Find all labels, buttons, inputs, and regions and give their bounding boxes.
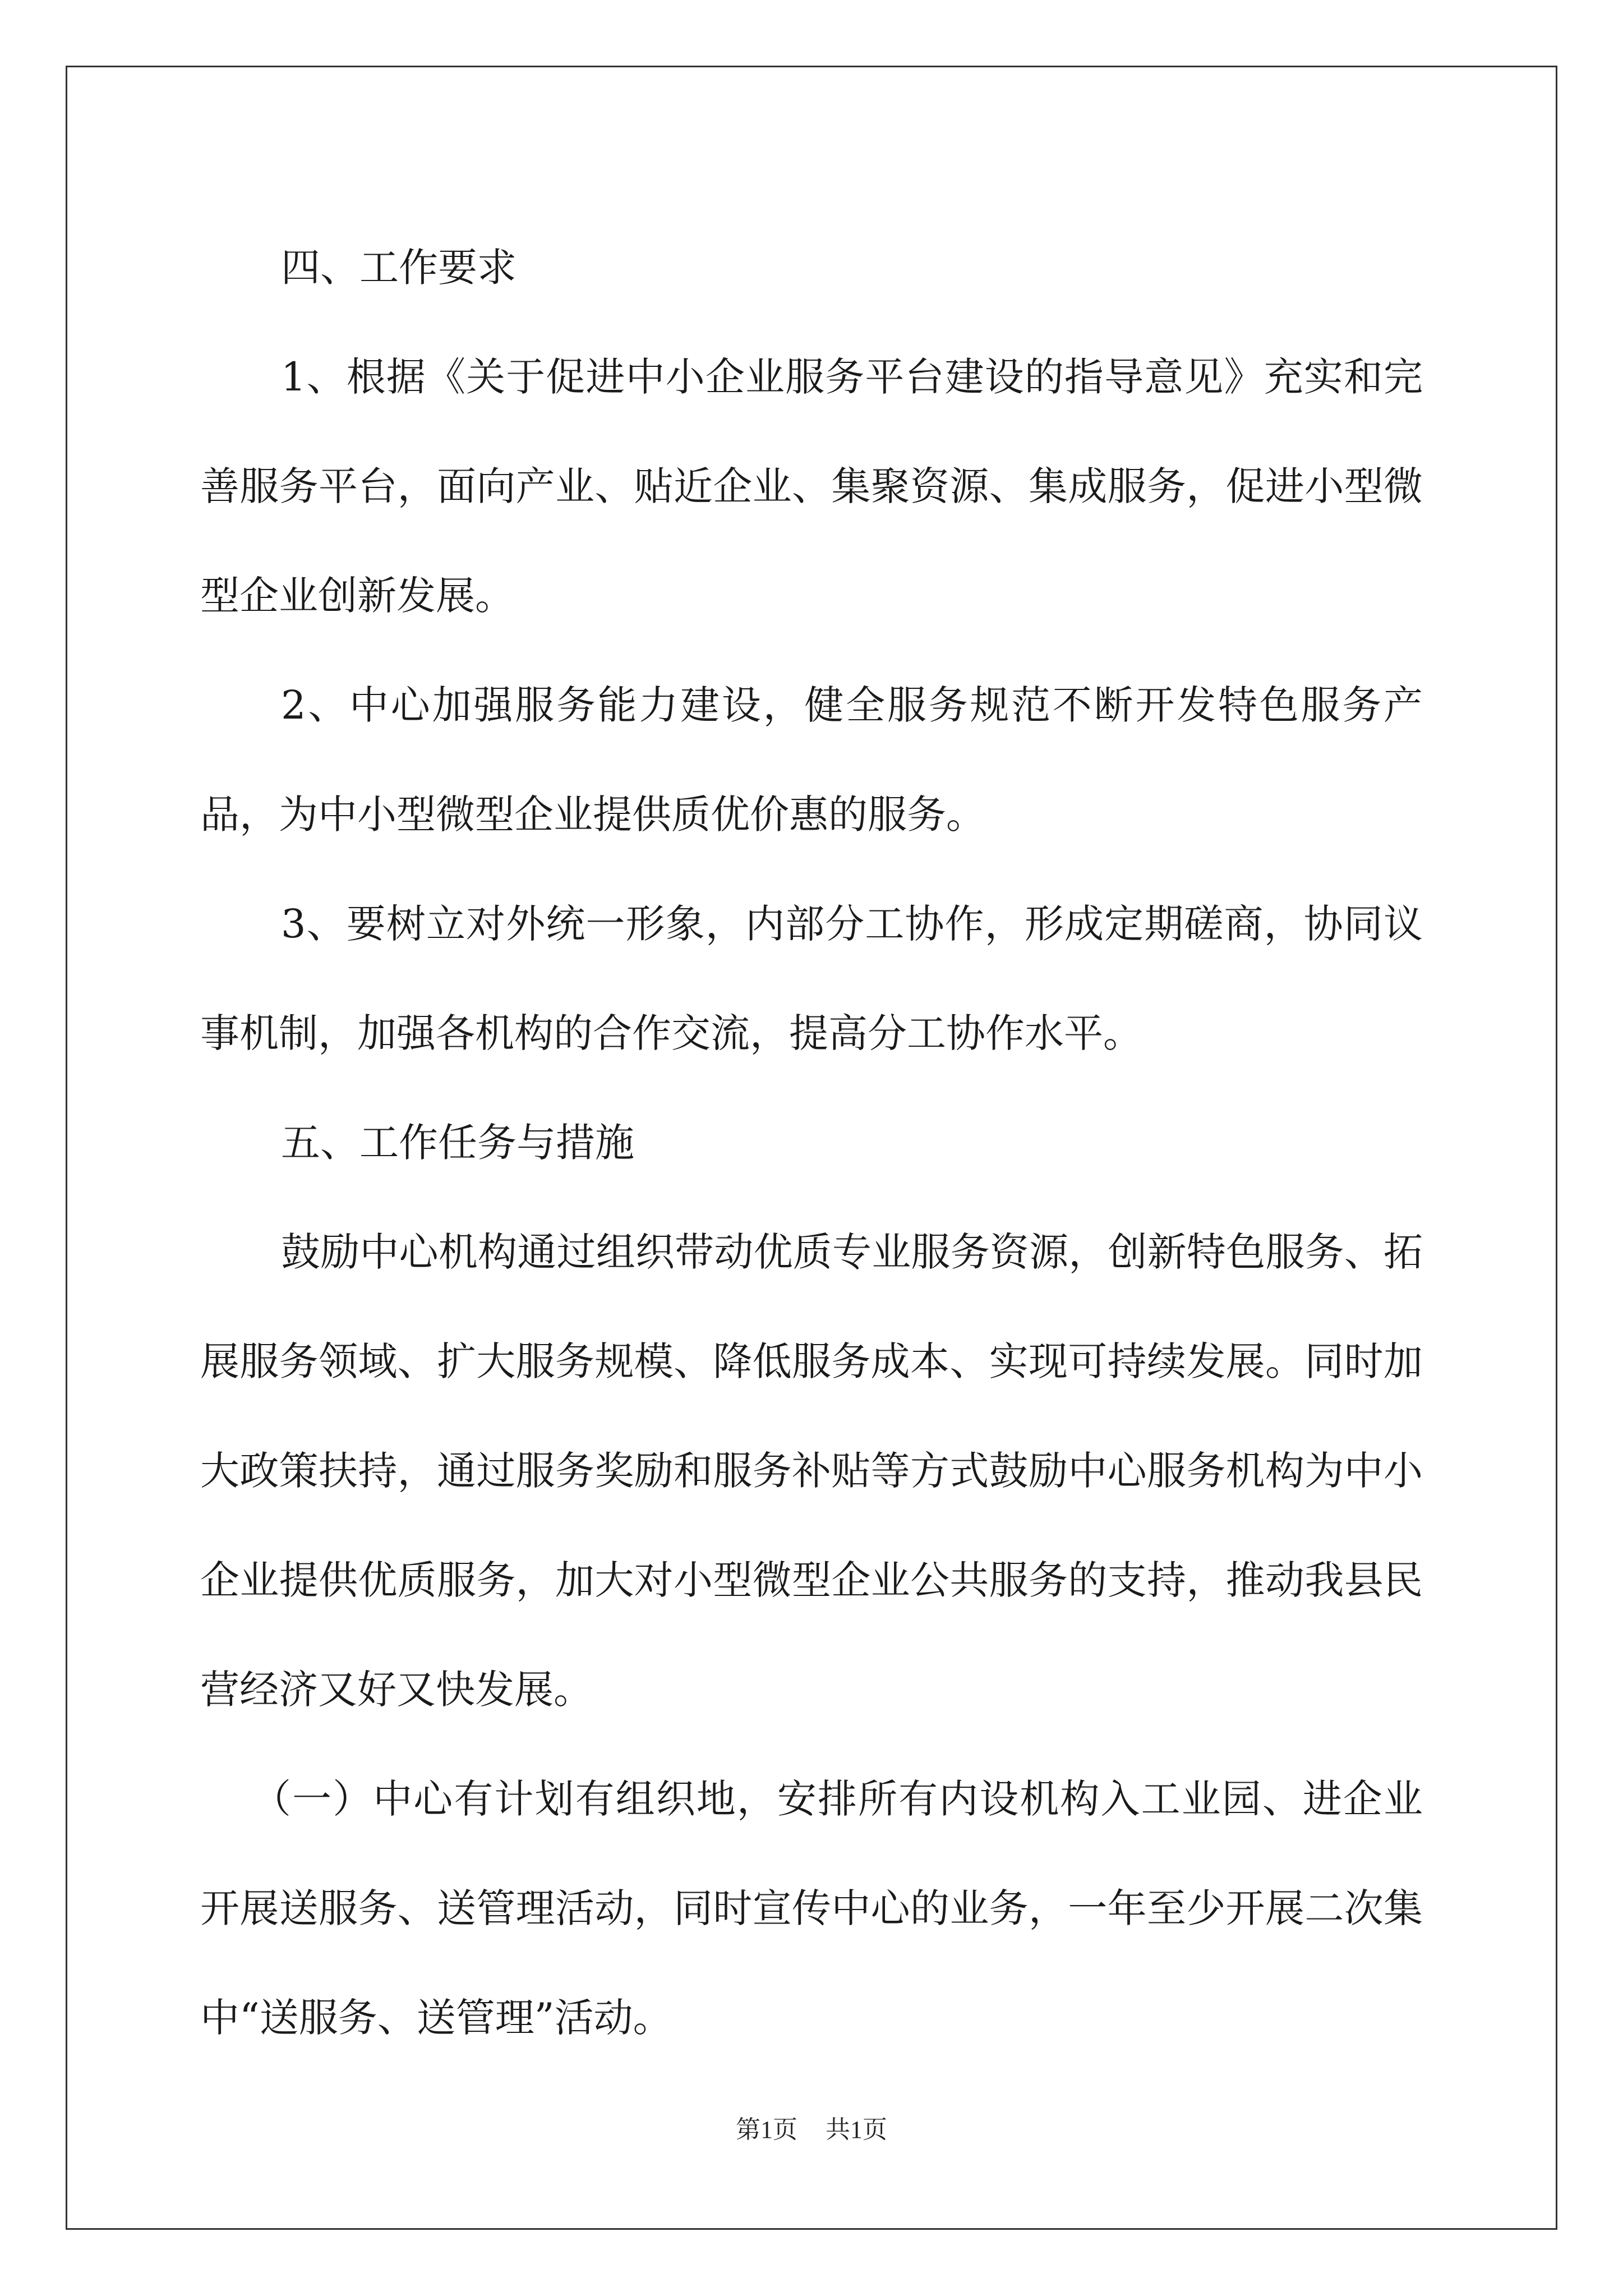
section-heading-requirements: 四、工作要求: [281, 245, 517, 291]
page-footer: [0, 2109, 1623, 2145]
paragraph-item-1: 1、根据《关于促进中小企业服务平台建设的指导意见》充实和完善服务平台，面向产业、贴近企业、集聚资源、集成服务，促进小型微型企业创新发展。: [200, 354, 1423, 619]
paragraph-item-3: 3、要树立对外统一形象，内部分工协作，形成定期磋商，协同议事机制，加强各机构的合作交流，提高分工协作水平。: [200, 901, 1423, 1056]
page-number: 第1页: [736, 2116, 797, 2143]
paragraph-item-2: 2、中心加强服务能力建设，健全服务规范不断开发特色服务产品，为中小型微型企业提供质优价惠的服务。: [200, 682, 1423, 838]
section-heading-tasks: 五、工作任务与措施: [281, 1120, 634, 1166]
paragraph-subitem-1: （一）中心有计划有组织地，安排所有内设机构入工业园、进企业开展送服务、送管理活动，同时宣传中心的业务，一年至少开展二次集中“送服务、送管理”活动。: [200, 1776, 1423, 2041]
paragraph-encourage: 鼓励中心机构通过组织带动优质专业服务资源，创新特色服务、拓展服务领域、扩大服务规模、降低服务成本、实现可持续发展。同时加大政策扶持，通过服务奖励和服务补贴等方式鼓励中心服务机构为中小企业提供优质服务，加大对小型微型企业公共服务的支持，推动我县民营经济又好又快发展。: [200, 1229, 1423, 1713]
page-total: 共1页: [826, 2116, 887, 2143]
document-body: [200, 213, 1423, 2073]
